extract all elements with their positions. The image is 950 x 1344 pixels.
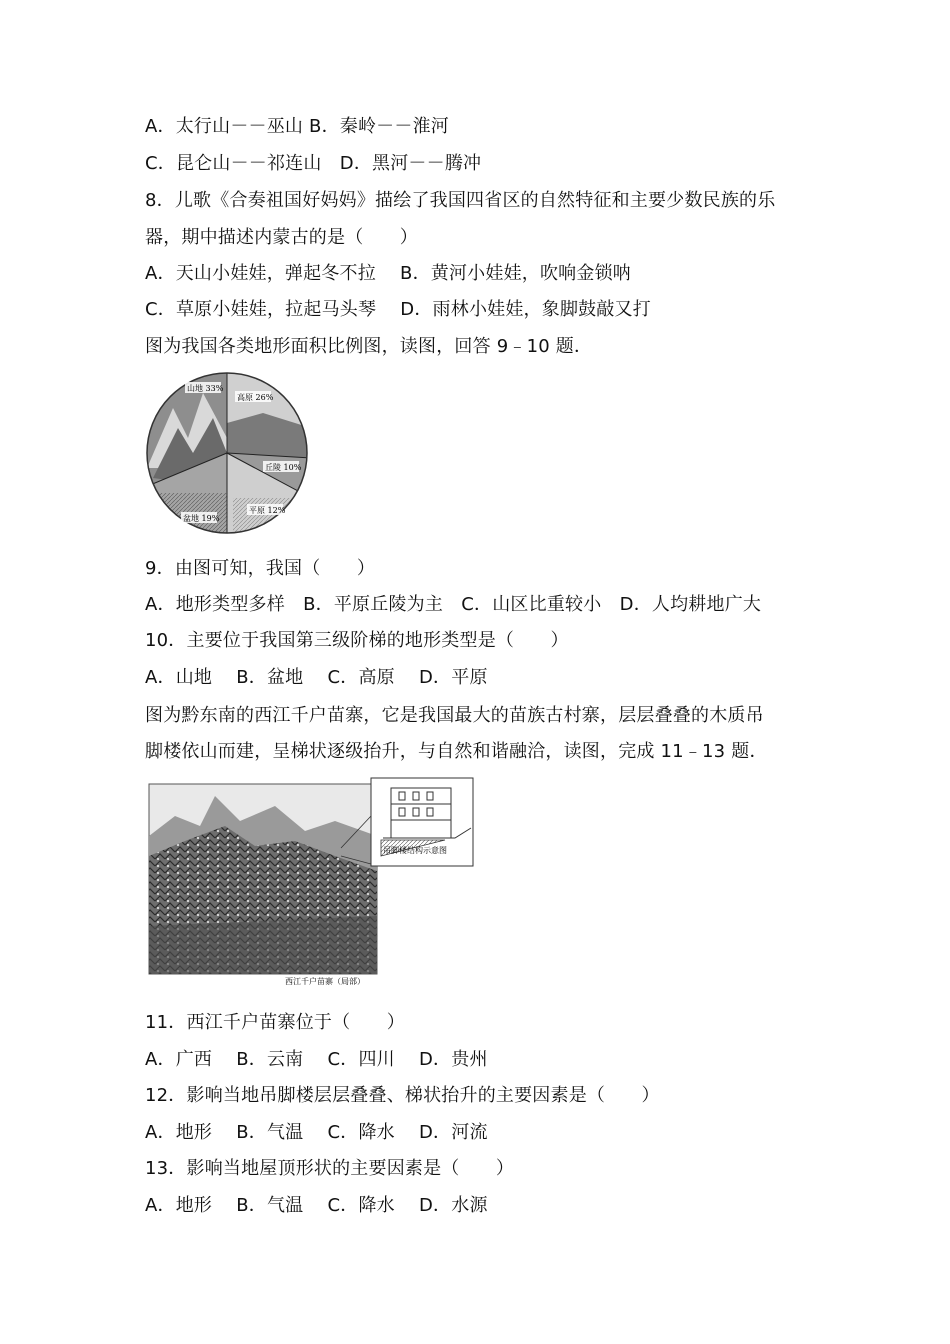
terrain-pie-figure <box>143 368 311 538</box>
figure2-intro-line2: 脚楼依山而建，呈梯状逐级抬升，与自然和谐融洽，读图，完成 11﹣13 题． <box>145 741 768 762</box>
q12-stem: 12．影响当地吊脚楼层层叠叠、梯状抬升的主要因素是（ ） <box>145 1085 660 1106</box>
figure2-intro-line1: 图为黔东南的西江千户苗寨，它是我国最大的苗族古村寨，层层叠叠的木质吊 <box>145 705 764 726</box>
label-plain: 平原 12% <box>249 506 286 515</box>
q9-stem: 9．由图可知，我国（ ） <box>145 558 376 579</box>
q12-options: A．地形 B．气温 C．降水 D．河流 <box>145 1122 488 1143</box>
q7-options-row1: A．太行山－－巫山 B．秦岭－－淮河 <box>145 116 449 137</box>
label-mountain: 山地 33% <box>187 384 224 393</box>
photo-caption: 西江千户苗寨（局部） <box>285 977 365 986</box>
q13-stem: 13．影响当地屋顶形状的主要因素是（ ） <box>145 1158 515 1179</box>
label-plateau: 高原 26% <box>237 393 274 402</box>
inset-caption: 吊脚楼结构示意图 <box>383 846 447 855</box>
label-hills: 丘陵 10% <box>265 463 302 472</box>
q8-stem-line1: 8．儿歌《合奏祖国好妈妈》描绘了我国四省区的自然特征和主要少数民族的乐 <box>145 190 776 211</box>
figure1-intro: 图为我国各类地形面积比例图，读图，回答 9﹣10 题． <box>145 336 593 357</box>
q8-options-row2: C．草原小娃娃，拉起马头琴 D．雨林小娃娃，象脚鼓敲又打 <box>145 299 651 320</box>
q8-stem-line2: 器，期中描述内蒙古的是（ ） <box>145 227 418 248</box>
q11-stem: 11．西江千户苗寨位于（ ） <box>145 1012 405 1033</box>
q10-stem: 10．主要位于我国第三级阶梯的地形类型是（ ） <box>145 630 569 651</box>
q8-options-row1: A．天山小娃娃，弹起冬不拉 B．黄河小娃娃，吹响金锁呐 <box>145 263 631 284</box>
q9-options: A．地形类型多样 B．平原丘陵为主 C．山区比重较小 D．人均耕地广大 <box>145 594 762 615</box>
q7-options-row2: C．昆仑山－－祁连山 D．黑河－－腾冲 <box>145 153 482 174</box>
q13-options: A．地形 B．气温 C．降水 D．水源 <box>145 1195 488 1216</box>
q10-options: A．山地 B．盆地 C．高原 D．平原 <box>145 667 488 688</box>
miao-village-figure <box>145 776 477 988</box>
q11-options: A．广西 B．云南 C．四川 D．贵州 <box>145 1049 488 1070</box>
label-basin: 盆地 19% <box>183 514 220 523</box>
